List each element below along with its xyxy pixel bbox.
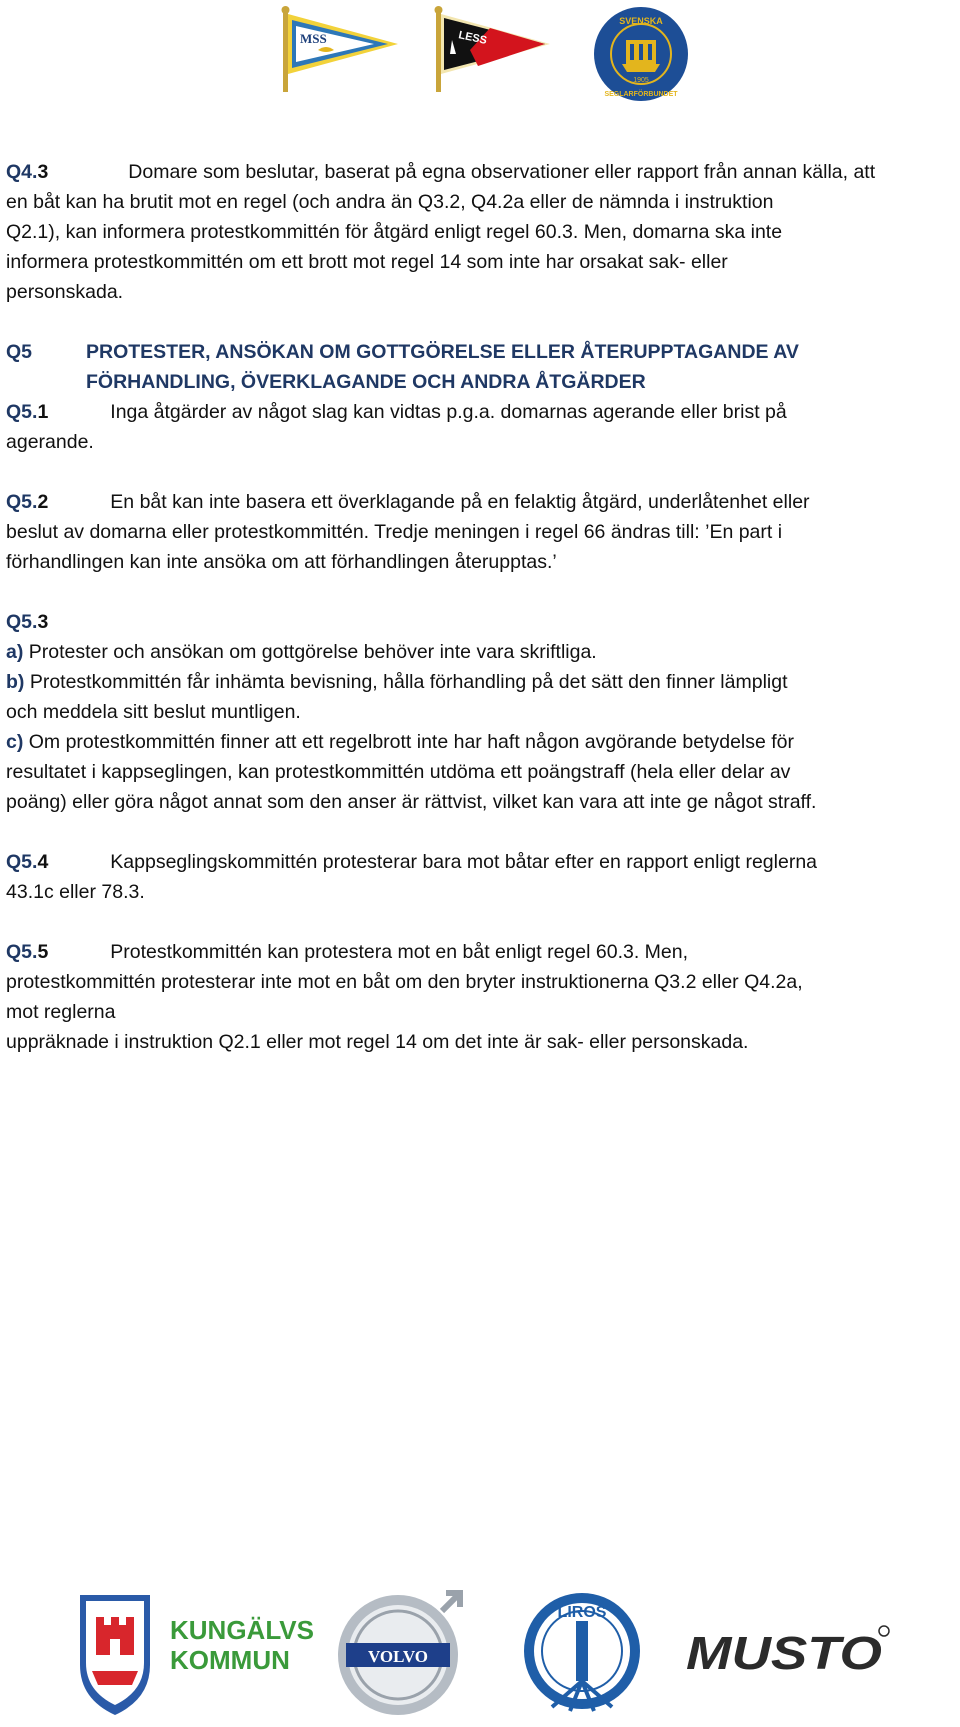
kommun-text: KOMMUN: [170, 1645, 290, 1675]
musto-logo: [686, 1626, 889, 1679]
volvo-text: VOLVO: [367, 1647, 429, 1666]
q5-2-line1: En båt kan inte basera ett överklagande på en felaktig åtgärd, underlåtenhet eller: [110, 491, 810, 513]
q5-5-line3: mot reglerna: [6, 1001, 116, 1023]
q5-4-paragraph: [6, 847, 956, 907]
document-body: [6, 157, 956, 1057]
svg-text:1905: 1905: [633, 77, 649, 84]
q5-3-c-text3: poäng) eller göra något annat som den anser är rättvist, vilket kan vara att inte ge något straff.: [6, 791, 817, 813]
q5-3-c-text1: Om protestkommittén finner att ett regelbrott inte har haft någon avgörande betydelse för: [23, 731, 795, 753]
q4-3-paragraph: [6, 157, 956, 307]
q5-1-line1: Inga åtgärder av något slag kan vidtas p.g.a. domarnas agerande eller brist på: [110, 401, 787, 423]
q5-4-line1: Kappseglingskommittén protesterar bara mot båtar efter en rapport enligt reglerna: [110, 851, 818, 873]
volvo-logo: [338, 1593, 460, 1715]
sponsor-logos-svg: [0, 1585, 960, 1722]
header-logos-svg: [0, 0, 960, 110]
q5-1-number: Q5.1: [6, 401, 49, 423]
q5-3-a-text: Protester och ansökan om gottgörelse behöver inte vara skriftliga.: [23, 641, 597, 663]
musto-text: MUSTO: [686, 1627, 883, 1679]
q5-3-b-text1: Protestkommittén får inhämta bevisning, hålla förhandling på det sätt den finner lämpligt: [24, 671, 788, 693]
sponsor-logos: [0, 1585, 960, 1722]
svg-text:SEGLARFÖRBUNDET: SEGLARFÖRBUNDET: [604, 91, 678, 98]
liros-logo: [524, 1593, 640, 1711]
q5-3-a-label: a): [6, 641, 24, 663]
svg-text:MSS: MSS: [300, 31, 327, 46]
q5-1-paragraph: [6, 397, 956, 457]
svg-text:LESS: LESS: [457, 29, 488, 47]
q5-3-c-label: c): [6, 731, 24, 753]
less-pennant-logo: [435, 6, 551, 92]
q5-3-number: Q5.3: [6, 611, 49, 633]
q4-3-line3: Q2.1), kan informera protestkommittén för åtgärd enligt regel 60.3. Men, domarna ska inte: [6, 221, 783, 243]
q5-2-paragraph: [6, 487, 956, 577]
q4-3-line4: informera protestkommittén om ett brott mot regel 14 som inte har orsakat sak- eller: [6, 251, 728, 273]
q4-3-line2: en båt kan ha brutit mot en regel (och andra än Q3.2, Q4.2a eller de nämnda i instruktion: [6, 191, 774, 213]
kungalv-coat-of-arms-logo: [80, 1595, 314, 1715]
q5-3-b-text2: och meddela sitt beslut muntligen.: [6, 701, 301, 723]
q5-2-line3: förhandlingen kan inte ansöka om att förhandlingen återupptas.’: [6, 551, 557, 573]
q5-3-c-text2: resultatet i kappseglingen, kan protestkommittén utdöma ett poängstraff (hela eller delar av: [6, 761, 791, 783]
q5-title: PROTESTER, ANSÖKAN OM GOTTGÖRELSE ELLER ÅTERUPPTAGANDE AV FÖRHANDLING, ÖVERKLAGANDE OCH ANDRA ÅTGÄRDER: [86, 341, 799, 393]
q5-heading: [6, 337, 956, 397]
liros-text: LIROS: [557, 1604, 607, 1621]
q5-3-paragraph: [6, 607, 956, 817]
q5-5-number: Q5.5: [6, 941, 49, 963]
q5-4-line2: 43.1c eller 78.3.: [6, 881, 145, 903]
q4-3-line5: personskada.: [6, 281, 124, 303]
header-logos: [0, 0, 960, 110]
mss-pennant-logo: [282, 6, 399, 92]
q5-number: Q5: [6, 341, 33, 363]
q4-3-number: Q4.3: [6, 161, 49, 183]
q5-3-b-label: b): [6, 671, 25, 693]
q5-5-line2: protestkommittén protesterar inte mot en båt om den bryter instruktionerna Q3.2 eller Q4.2a,: [6, 971, 803, 993]
q5-2-line2: beslut av domarna eller protestkommittén. Tredje meningen i regel 66 ändras till: ’En part i: [6, 521, 783, 543]
q5-5-line1: Protestkommittén kan protestera mot en båt enligt regel 60.3. Men,: [110, 941, 689, 963]
q5-2-number: Q5.2: [6, 491, 49, 513]
q5-1-line2: agerande.: [6, 431, 94, 453]
svg-text:SVENSKA: SVENSKA: [619, 16, 663, 26]
q5-5-paragraph: [6, 937, 956, 1057]
q5-5-line4: uppräknade i instruktion Q2.1 eller mot regel 14 om det inte är sak- eller personskada.: [6, 1031, 749, 1053]
q5-4-number: Q5.4: [6, 851, 49, 873]
kungalvs-text: KUNGÄLVS: [170, 1615, 314, 1645]
ssf-seal-logo: [594, 7, 688, 101]
q4-3-line1: Domare som beslutar, baserat på egna observationer eller rapport från annan källa, att: [128, 161, 876, 183]
